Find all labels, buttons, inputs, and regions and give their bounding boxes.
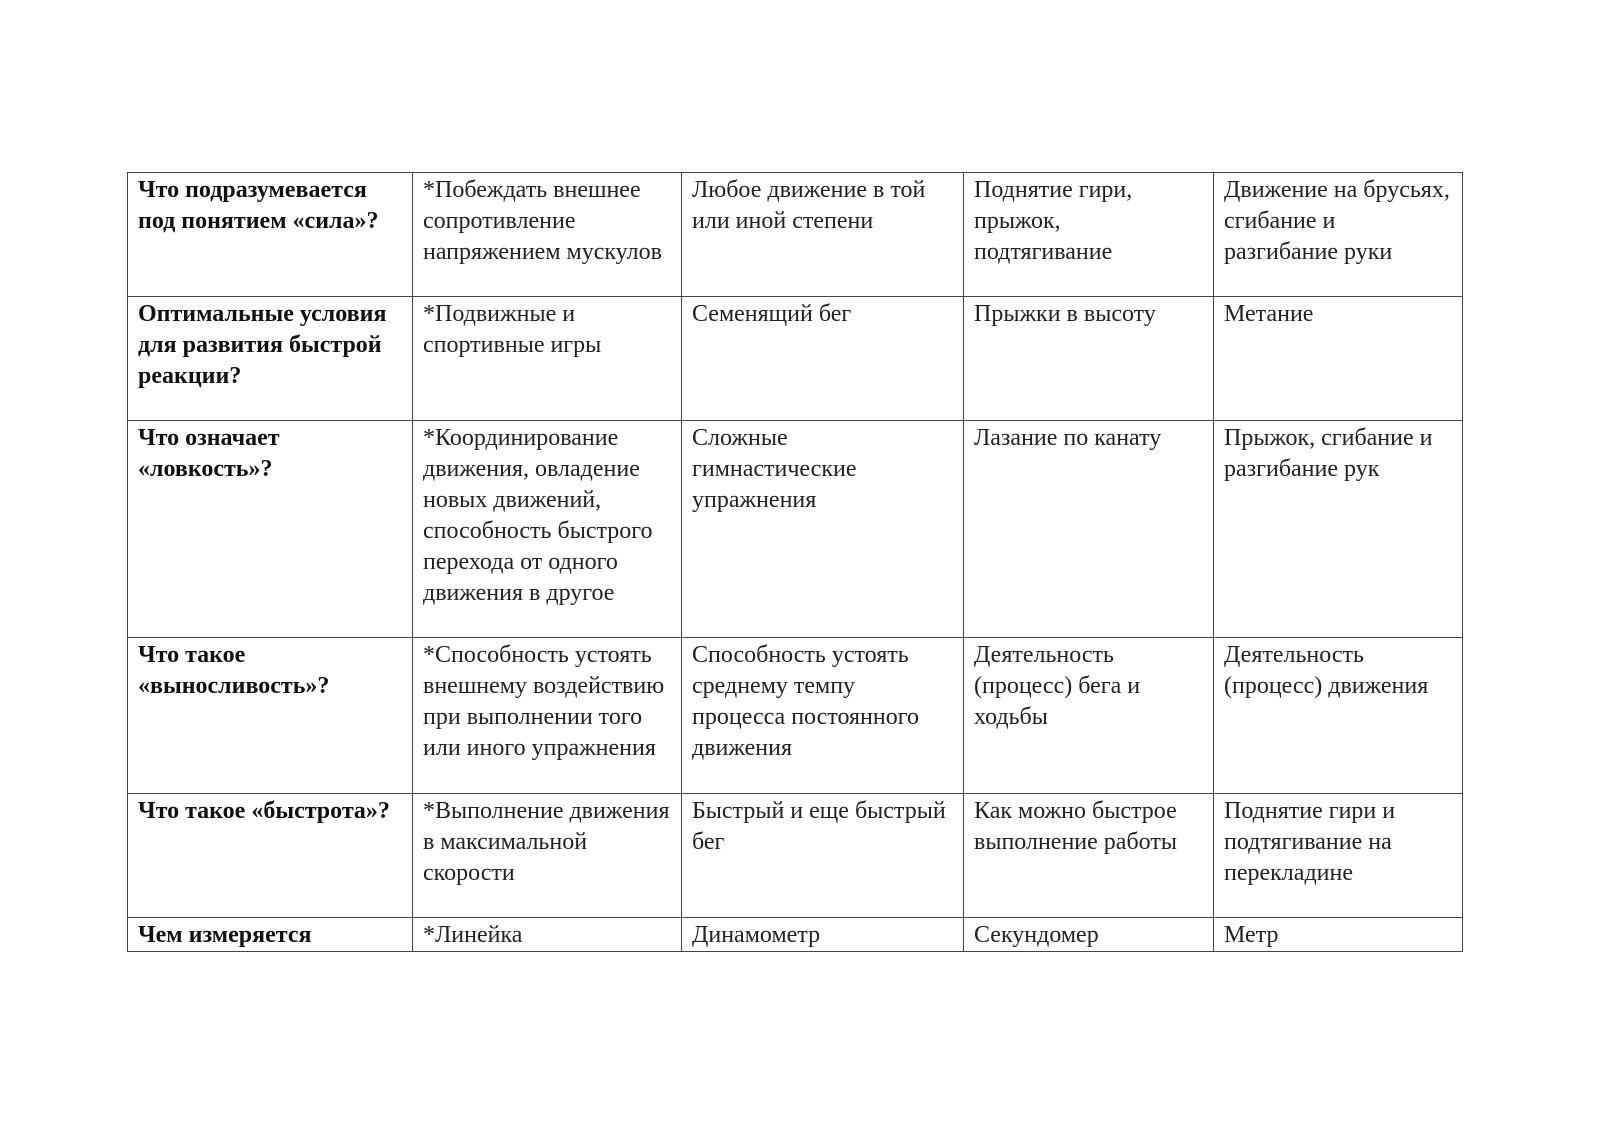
- answer-cell: Динамометр: [682, 918, 964, 952]
- answer-cell: Любое движение в той или иной степени: [682, 173, 964, 297]
- question-cell: Что подразумевается под понятием «сила»?: [128, 173, 413, 297]
- table-row: [128, 794, 1463, 918]
- question-cell: Что означает «ловкость»?: [128, 421, 413, 638]
- answer-cell: Лазание по канату: [964, 421, 1214, 638]
- answer-cell: Движение на брусьях, сгибание и разгибание руки: [1214, 173, 1463, 297]
- answer-cell: Метр: [1214, 918, 1463, 952]
- table-row: [128, 173, 1463, 297]
- answer-cell-correct: *Побеждать внешнее сопротивление напряжением мускулов: [413, 173, 682, 297]
- answer-cell: Деятельность (процесс) движения: [1214, 638, 1463, 794]
- table-row: [128, 297, 1463, 421]
- answer-cell: Секундомер: [964, 918, 1214, 952]
- answer-cell: Поднятие гири и подтягивание на перекладине: [1214, 794, 1463, 918]
- table-row: [128, 638, 1463, 794]
- answer-cell: Прыжки в высоту: [964, 297, 1214, 421]
- question-cell: Что такое «выносливость»?: [128, 638, 413, 794]
- answer-cell-correct: *Выполнение движения в максимальной скорости: [413, 794, 682, 918]
- answer-cell: Прыжок, сгибание и разгибание рук: [1214, 421, 1463, 638]
- answer-cell-correct: *Линейка: [413, 918, 682, 952]
- question-cell: Оптимальные условия для развития быстрой реакции?: [128, 297, 413, 421]
- quiz-table: [127, 172, 1463, 952]
- answer-cell: Способность устоять среднему темпу процесса постоянного движения: [682, 638, 964, 794]
- answer-cell: Сложные гимнастические упражнения: [682, 421, 964, 638]
- question-cell: Чем измеряется: [128, 918, 413, 952]
- answer-cell-correct: *Способность устоять внешнему воздействию при выполнении того или иного упражнения: [413, 638, 682, 794]
- answer-cell-correct: *Координирование движения, овладение новых движений, способность быстрого перехода от одного движения в другое: [413, 421, 682, 638]
- answer-cell: Деятельность (процесс) бега и ходьбы: [964, 638, 1214, 794]
- table-row: [128, 918, 1463, 952]
- answer-cell: Поднятие гири, прыжок, подтягивание: [964, 173, 1214, 297]
- question-cell: Что такое «быстрота»?: [128, 794, 413, 918]
- table-row: [128, 421, 1463, 638]
- answer-cell: Метание: [1214, 297, 1463, 421]
- answer-cell-correct: *Подвижные и спортивные игры: [413, 297, 682, 421]
- answer-cell: Семенящий бег: [682, 297, 964, 421]
- answer-cell: Как можно быстрое выполнение работы: [964, 794, 1214, 918]
- answer-cell: Быстрый и еще быстрый бег: [682, 794, 964, 918]
